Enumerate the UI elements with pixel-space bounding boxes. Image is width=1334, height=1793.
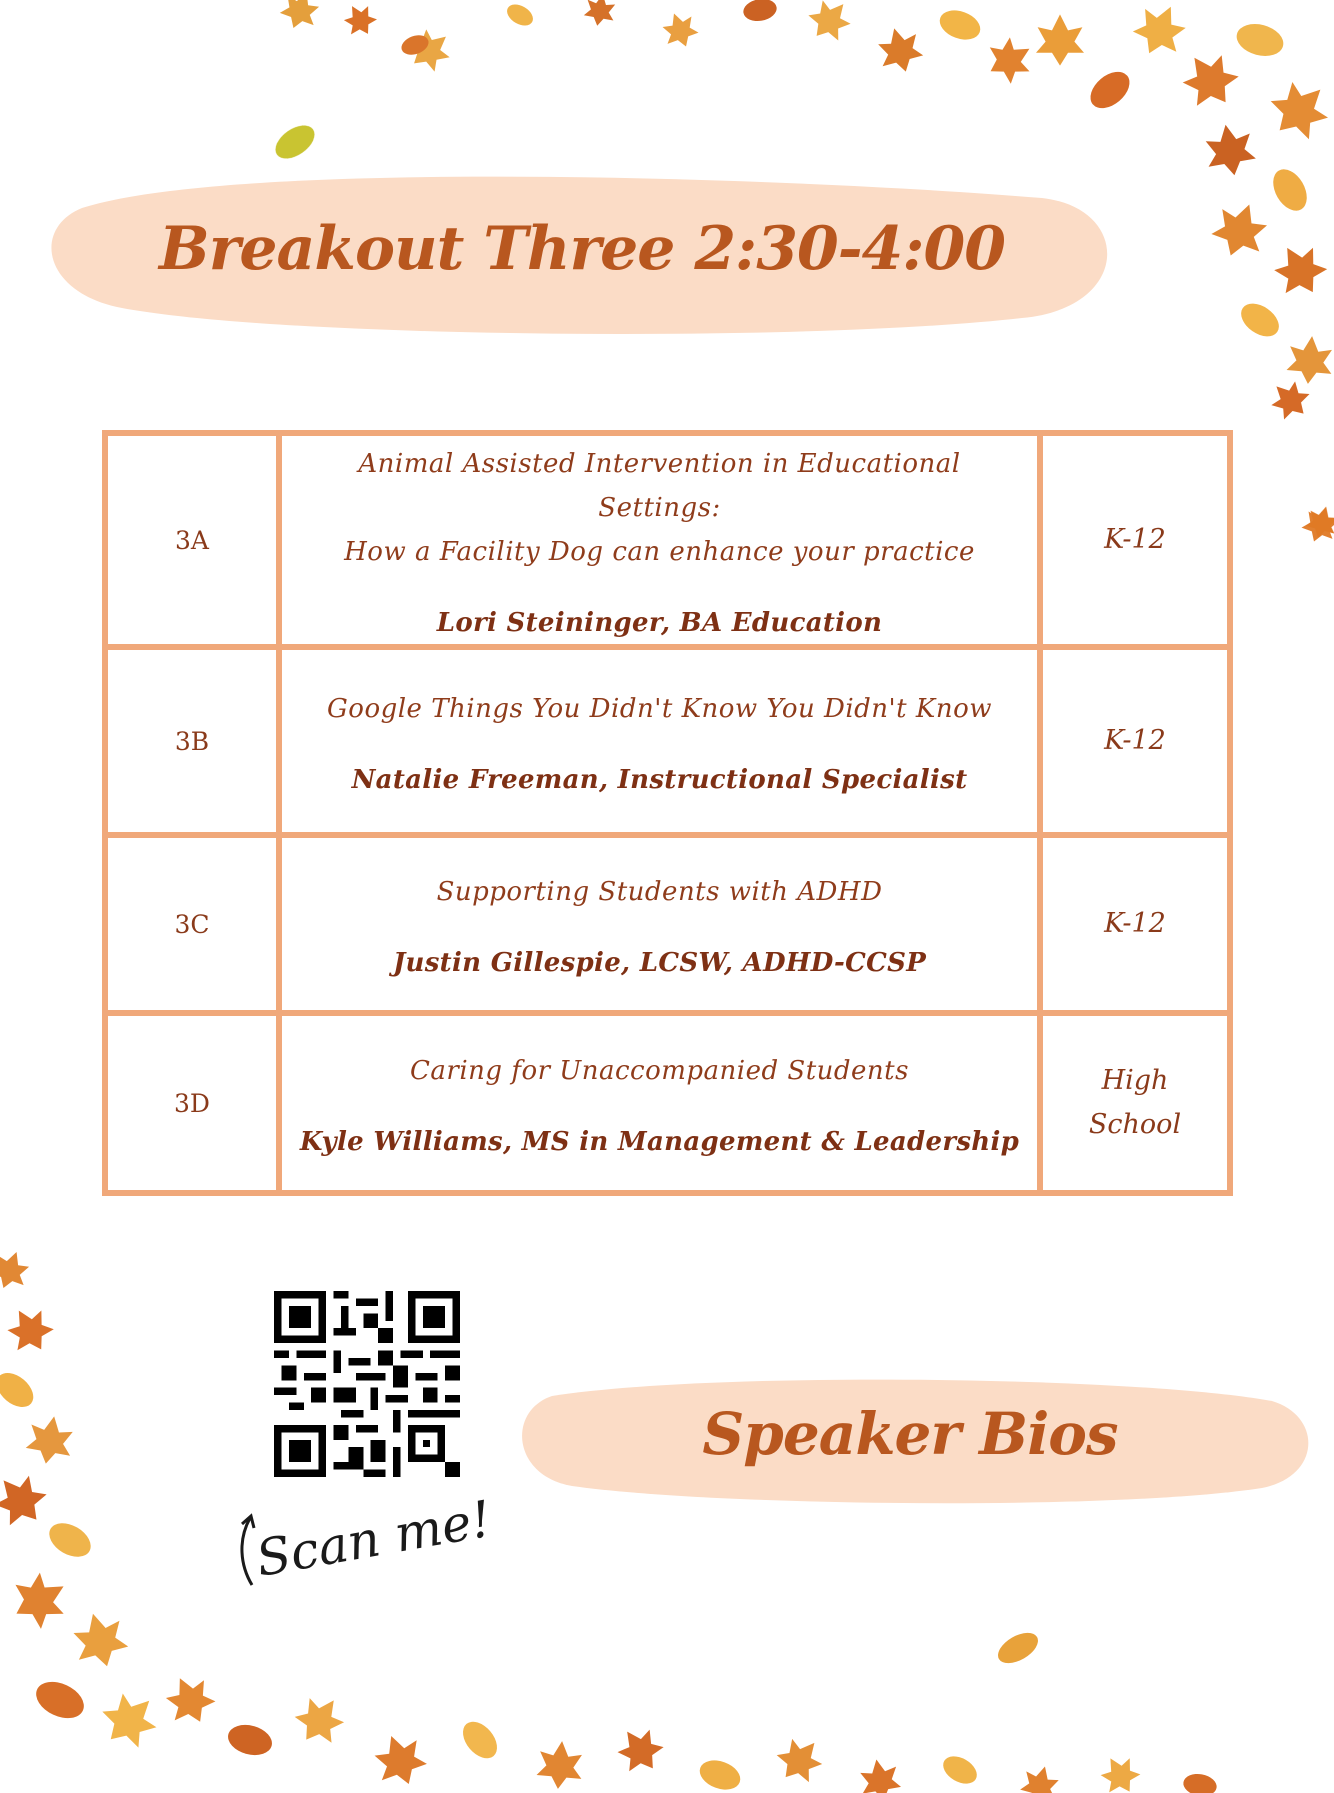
session-audience-line: School bbox=[1088, 1109, 1182, 1140]
session-audience: K-12 bbox=[1040, 835, 1230, 1013]
table-row bbox=[105, 433, 1230, 647]
session-code: 3D bbox=[105, 1013, 279, 1193]
table-row bbox=[105, 835, 1230, 1013]
session-audience-line: High bbox=[1101, 1065, 1169, 1096]
speaker-bios-link[interactable]: Speaker Bios bbox=[702, 1400, 1118, 1468]
page-title: Breakout Three 2:30-4:00 bbox=[159, 214, 1005, 284]
qr-code-icon[interactable] bbox=[272, 1291, 462, 1477]
sessions-table bbox=[102, 430, 1233, 1196]
session-code: 3A bbox=[105, 433, 279, 647]
session-title: Supporting Students with ADHD bbox=[436, 877, 883, 907]
session-title-line: How a Facility Dog can enhance your practice bbox=[344, 537, 975, 567]
session-speaker: Natalie Freeman, Instructional Specialist bbox=[351, 765, 968, 795]
session-cell bbox=[279, 647, 1040, 835]
session-code: 3B bbox=[105, 647, 279, 835]
session-title-line: Animal Assisted Intervention in Educational Settings: bbox=[358, 449, 961, 523]
scan-me-label: Scan me! bbox=[251, 1489, 496, 1588]
session-speaker: Kyle Williams, MS in Management & Leadership bbox=[299, 1127, 1020, 1157]
session-audience bbox=[1040, 1013, 1230, 1193]
session-speaker: Justin Gillespie, LCSW, ADHD-CCSP bbox=[392, 948, 927, 978]
session-title bbox=[294, 442, 1025, 574]
session-title: Caring for Unaccompanied Students bbox=[410, 1056, 909, 1086]
table-row bbox=[105, 647, 1230, 835]
session-audience: K-12 bbox=[1040, 433, 1230, 647]
session-code: 3C bbox=[105, 835, 279, 1013]
table-row bbox=[105, 1013, 1230, 1193]
session-cell bbox=[279, 433, 1040, 647]
session-speaker: Lori Steininger, BA Education bbox=[436, 608, 883, 638]
session-title: Google Things You Didn't Know You Didn't Know bbox=[327, 694, 992, 724]
session-cell bbox=[279, 1013, 1040, 1193]
session-audience: K-12 bbox=[1040, 647, 1230, 835]
session-cell bbox=[279, 835, 1040, 1013]
